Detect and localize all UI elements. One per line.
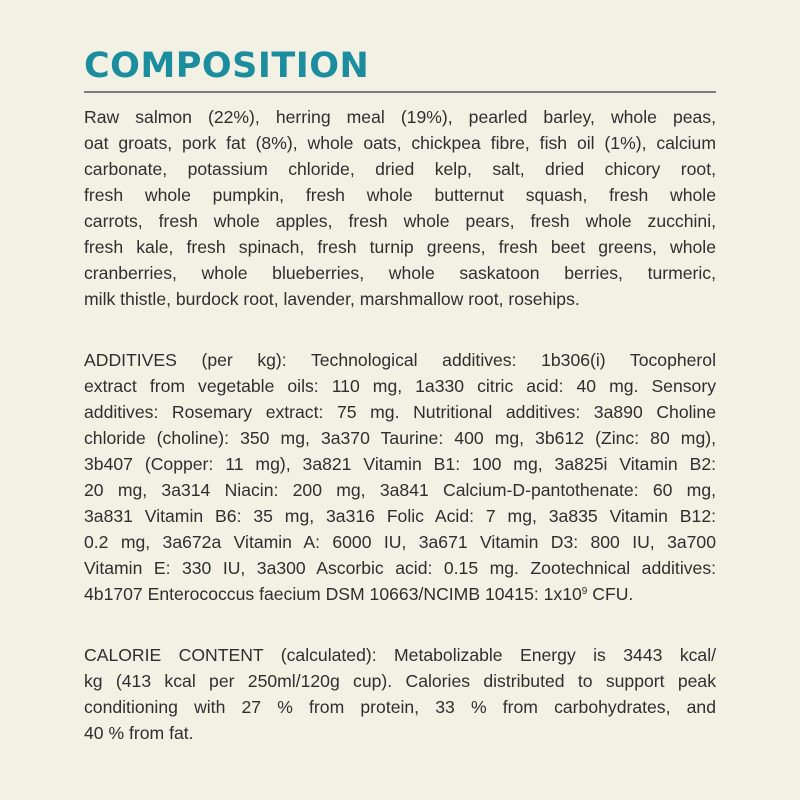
ingredients-line: oat groats, pork fat (8%), whole oats, chickpea fibre, fish oil (1%), calcium [84,133,716,153]
cfu-exponent: 9 [581,586,588,597]
additives-line: ADDITIVES (per kg): Technological additives: 1b306(i) Tocopherol [84,350,716,370]
calorie-paragraph [84,642,716,746]
additives-line: 3a831 Vitamin B6: 35 mg, 3a316 Folic Acid: 7 mg, 3a835 Vitamin B12: [84,506,716,526]
additives-line: 0.2 mg, 3a672a Vitamin A: 6000 IU, 3a671 Vitamin D3: 800 IU, 3a700 [84,532,716,552]
section-heading: COMPOSITION [84,46,370,86]
ingredients-line: cranberries, whole blueberries, whole saskatoon berries, turmeric, [84,263,716,283]
ingredients-line: fresh kale, fresh spinach, fresh turnip greens, fresh beet greens, whole [84,237,716,257]
ingredients-line: milk thistle, burdock root, lavender, marshmallow root, rosehips. [84,289,580,309]
calorie-line: 40 % from fat. [84,723,194,743]
additives-line: extract from vegetable oils: 110 mg, 1a330 citric acid: 40 mg. Sensory [84,376,716,396]
additives-paragraph [84,347,716,607]
ingredients-line: fresh whole pumpkin, fresh whole butternut squash, fresh whole [84,185,716,205]
calorie-line: kg (413 kcal per 250ml/120g cup). Calories distributed to support peak [84,671,716,691]
additives-line: chloride (choline): 350 mg, 3a370 Taurine: 400 mg, 3b612 (Zinc: 80 mg), [84,428,716,448]
calorie-line: CALORIE CONTENT (calculated): Metabolizable Energy is 3443 kcal/ [84,645,716,665]
calorie-line: conditioning with 27 % from protein, 33 % from carbohydrates, and [84,697,716,717]
additives-line: additives: Rosemary extract: 75 mg. Nutritional additives: 3a890 Choline [84,402,716,422]
ingredients-paragraph [84,104,716,312]
additives-line: Vitamin E: 330 IU, 3a300 Ascorbic acid: 0.15 mg. Zootechnical additives: [84,558,716,578]
additives-line: 20 mg, 3a314 Niacin: 200 mg, 3a841 Calcium-D-pantothenate: 60 mg, [84,480,716,500]
additives-line [84,581,716,607]
ingredients-line: Raw salmon (22%), herring meal (19%), pearled barley, whole peas, [84,107,716,127]
additives-line-text: 4b1707 Enterococcus faecium DSM 10663/NCIMB 10415: 1x10 [84,584,582,604]
additives-line: 3b407 (Copper: 11 mg), 3a821 Vitamin B1: 100 mg, 3a825i Vitamin B2: [84,454,716,474]
ingredients-line: carrots, fresh whole apples, fresh whole pears, fresh whole zucchini, [84,211,716,231]
heading-divider [84,91,716,93]
ingredients-line: carbonate, potassium chloride, dried kelp, salt, dried chicory root, [84,159,716,179]
additives-line-suffix: CFU. [587,584,634,604]
